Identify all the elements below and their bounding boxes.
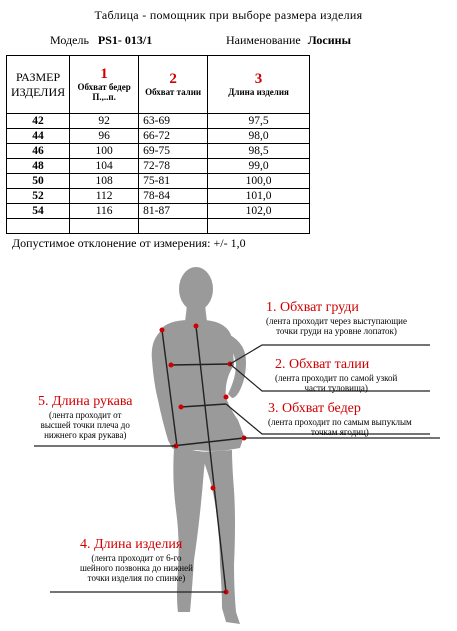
tolerance-note: Допустимое отклонение от измерения: +/- 1,0	[12, 236, 246, 250]
model-value: PS1- 013/1	[97, 33, 153, 47]
label-hip: 3. Обхват бедер (лента проходит по самым выпуклым точкам ягодиц)	[268, 401, 412, 437]
label-chest: 1. Обхват груди (лента проходит через выступающие точки груди на уровне лопаток)	[266, 300, 407, 336]
size-table-header	[7, 56, 310, 114]
header-hip: 1 Обхват бедер П.,..п.	[70, 56, 139, 114]
model-label: Модель	[50, 33, 89, 47]
model-label-group	[50, 33, 152, 48]
table-row: 44 96 66-72 98,0	[7, 129, 310, 144]
table-row: 48 104 72-78 99,0	[7, 159, 310, 174]
label-waist: 2. Обхват талии (лента проходит по самой узкой части туловища)	[275, 357, 398, 393]
table-row: 52 112 78-84 101,0	[7, 189, 310, 204]
size-table	[6, 55, 310, 234]
header-size: РАЗМЕР ИЗДЕЛИЯ	[7, 56, 70, 114]
label-sleeve: 5. Длина рукава (лента проходит от высшей точки плеча до нижнего края рукава)	[38, 394, 133, 440]
label-length: 4. Длина изделия (лента проходит от 6-го шейного позвонка до нижней точки изделия по спинке)	[80, 537, 193, 583]
table-row	[7, 219, 310, 234]
product-name-group	[226, 33, 351, 48]
table-row: 54 116 81-87 102,0	[7, 204, 310, 219]
header-length: 3 Длина изделия	[208, 56, 310, 114]
header-waist: 2 Обхват талии	[139, 56, 208, 114]
table-row: 42 92 63-69 97,5	[7, 114, 310, 129]
table-row: 46 100 69-75 98,5	[7, 144, 310, 159]
product-name-value: Лосины	[307, 33, 351, 47]
table-row: 50 108 75-81 100,0	[7, 174, 310, 189]
product-name-label: Наименование	[226, 33, 301, 47]
page-title: Таблица - помощник при выборе размера изделия	[94, 8, 363, 22]
